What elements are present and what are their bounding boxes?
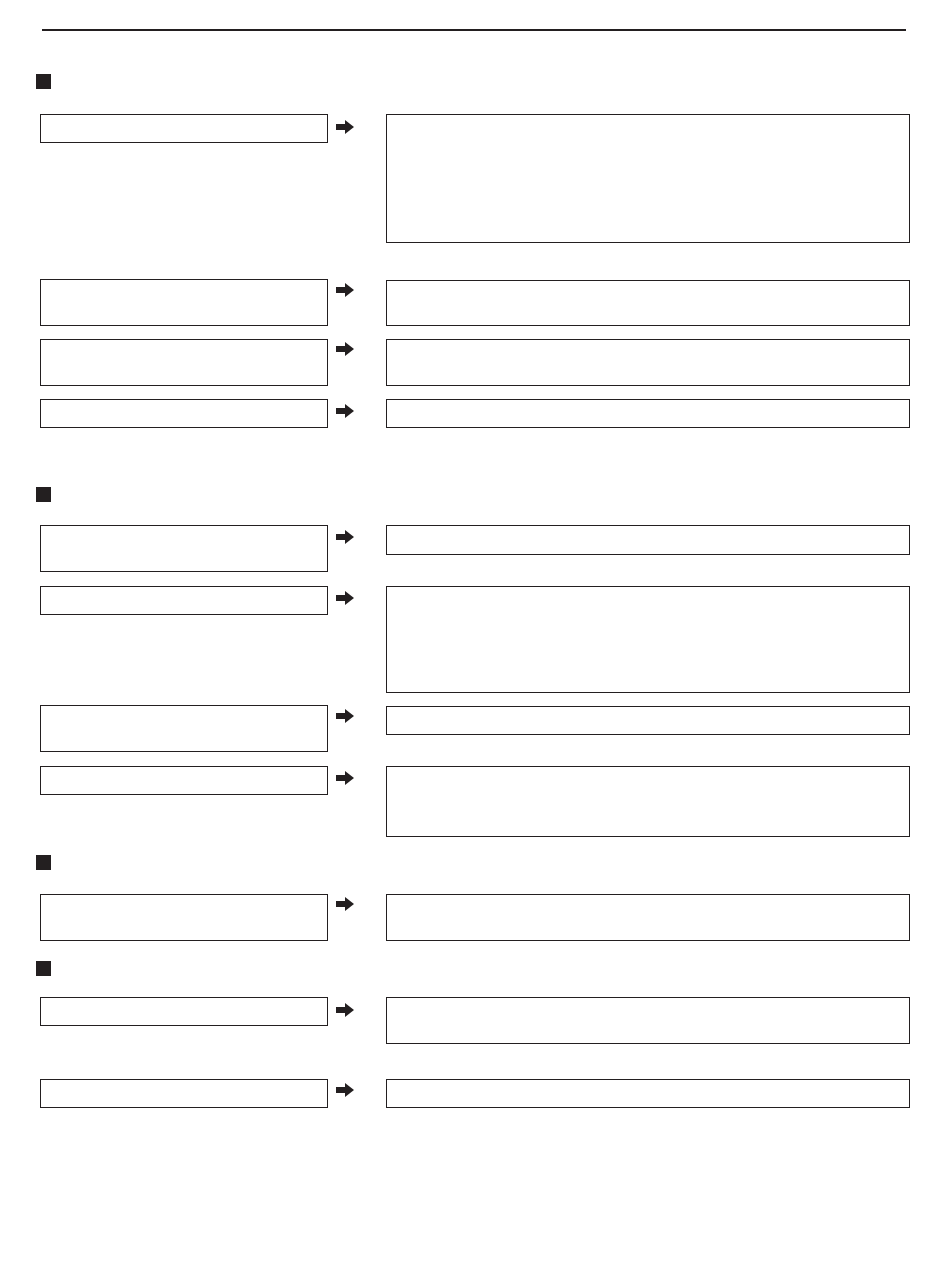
header-rule [42, 29, 906, 31]
right-arrow-icon [336, 771, 354, 785]
symptom-box [40, 997, 328, 1026]
right-arrow-icon [336, 897, 354, 911]
right-arrow-icon [336, 530, 354, 544]
symptom-box [40, 766, 328, 795]
symptom-box [40, 339, 328, 386]
right-arrow-icon [336, 709, 354, 723]
right-arrow-icon [336, 404, 354, 418]
remedy-box [386, 586, 910, 693]
symptom-box [40, 894, 328, 941]
remedy-box [386, 706, 910, 735]
remedy-box [386, 280, 910, 326]
remedy-box [386, 114, 910, 243]
symptom-box [40, 279, 328, 326]
symptom-box [40, 705, 328, 752]
right-arrow-icon [336, 1083, 354, 1097]
symptom-box [40, 586, 328, 615]
remedy-box [386, 766, 910, 837]
remedy-box [386, 997, 910, 1044]
section-marker-icon [36, 487, 51, 502]
right-arrow-icon [336, 591, 354, 605]
symptom-box [40, 399, 328, 428]
remedy-box [386, 525, 910, 555]
remedy-box [386, 1079, 910, 1108]
right-arrow-icon [336, 342, 354, 356]
remedy-box [386, 894, 910, 941]
symptom-box [40, 1079, 328, 1108]
symptom-box [40, 114, 328, 143]
remedy-box [386, 339, 910, 386]
section-marker-icon [36, 74, 51, 89]
right-arrow-icon [336, 283, 354, 297]
right-arrow-icon [336, 120, 354, 134]
section-marker-icon [36, 961, 51, 976]
symptom-box [40, 525, 328, 572]
remedy-box [386, 399, 910, 428]
section-marker-icon [36, 855, 51, 870]
right-arrow-icon [336, 1003, 354, 1017]
